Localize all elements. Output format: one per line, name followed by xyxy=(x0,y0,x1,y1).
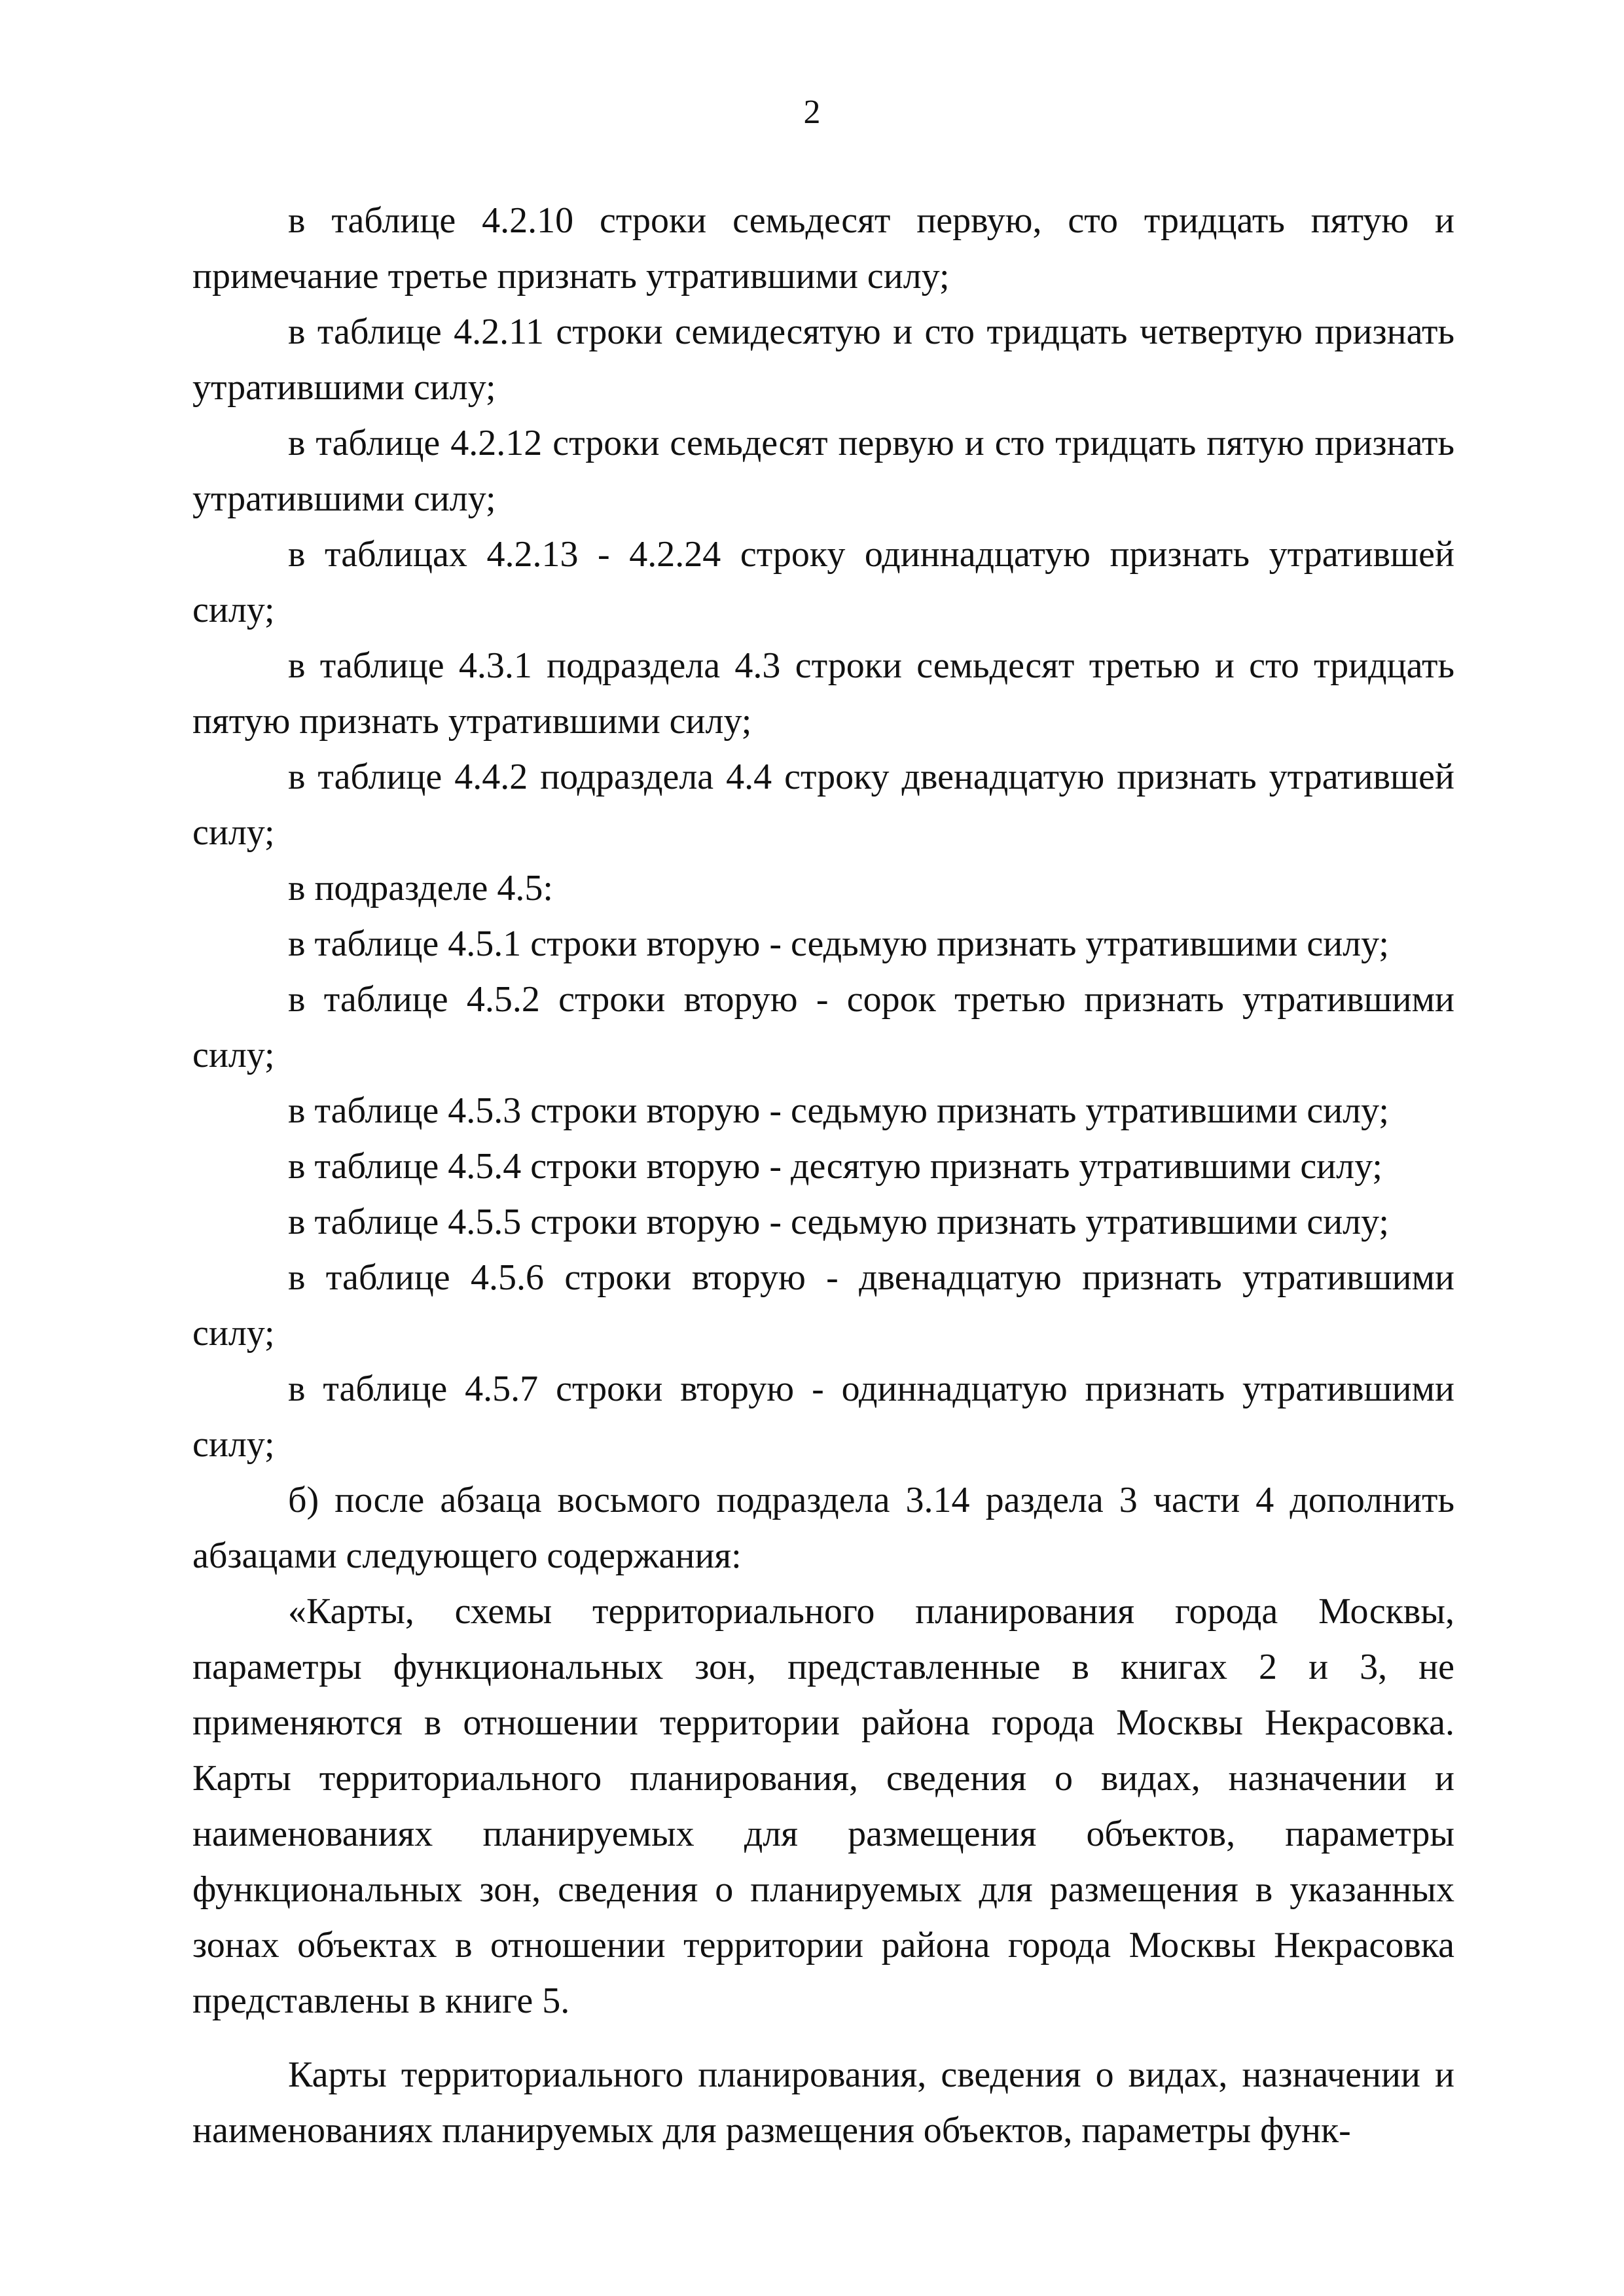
paragraph: в таблице 4.5.3 строки вторую - седьмую признать утратившими силу; xyxy=(288,1090,1389,1131)
page-number: 2 xyxy=(803,94,821,131)
paragraph: в таблице 4.5.2 строки вторую - сорок третью признать утратившими силу; xyxy=(192,979,1454,1075)
paragraph: в таблице 4.5.4 строки вторую - десятую признать утратившими силу; xyxy=(288,1146,1382,1187)
paragraph: в таблице 4.5.6 строки вторую - двенадцатую признать утратившими силу; xyxy=(192,1257,1454,1354)
paragraph: в таблице 4.2.10 строки семьдесят первую, сто тридцать пятую и примечание третье признать утратившими силу; xyxy=(192,200,1454,296)
paragraph: в таблице 4.5.7 строки вторую - одиннадцатую признать утратившими силу; xyxy=(192,1369,1454,1465)
paragraph: Карты территориального планирования, сведения о видах, назначении и наименованиях планируемых для размещения объектов, параметры функ- xyxy=(192,2054,1454,2151)
paragraph: в таблице 4.3.1 подраздела 4.3 строки семьдесят третью и сто тридцать пятую признать утратившими силу; xyxy=(192,645,1454,742)
paragraph: б) после абзаца восьмого подраздела 3.14 раздела 3 части 4 дополнить абзацами следующего содержания: xyxy=(192,1480,1454,1576)
paragraph: в таблице 4.5.1 строки вторую - седьмую признать утратившими силу; xyxy=(288,924,1389,964)
paragraph: в таблице 4.5.5 строки вторую - седьмую признать утратившими силу; xyxy=(288,1202,1389,1242)
paragraph: в подразделе 4.5: xyxy=(288,868,553,908)
paragraph: в таблице 4.4.2 подраздела 4.4 строку двенадцатую признать утратившей силу; xyxy=(192,757,1454,853)
paragraph: «Карты, схемы территориального планирования города Москвы, параметры функциональных зон, представленные в книгах 2 и 3, не применяются в отношении территории района города Москвы Некрасовка. Карты территориального планирования, сведения о видах, назначении и наименованиях планируемых для размещения объектов, параметры функциональных зон, сведения о планируемых для размещения в указанных зонах объектах в отношении территории района города Москвы Некрасовка представлены в книге 5. xyxy=(192,1591,1454,2021)
paragraph: в таблице 4.2.11 строки семидесятую и сто тридцать четвертую признать утратившими силу; xyxy=(192,312,1454,408)
document-body xyxy=(192,193,1454,2159)
paragraph: в таблицах 4.2.13 - 4.2.24 строку одиннадцатую признать утратившей силу; xyxy=(192,534,1454,630)
paragraph: в таблице 4.2.12 строки семьдесят первую и сто тридцать пятую признать утратившими силу; xyxy=(192,423,1454,519)
